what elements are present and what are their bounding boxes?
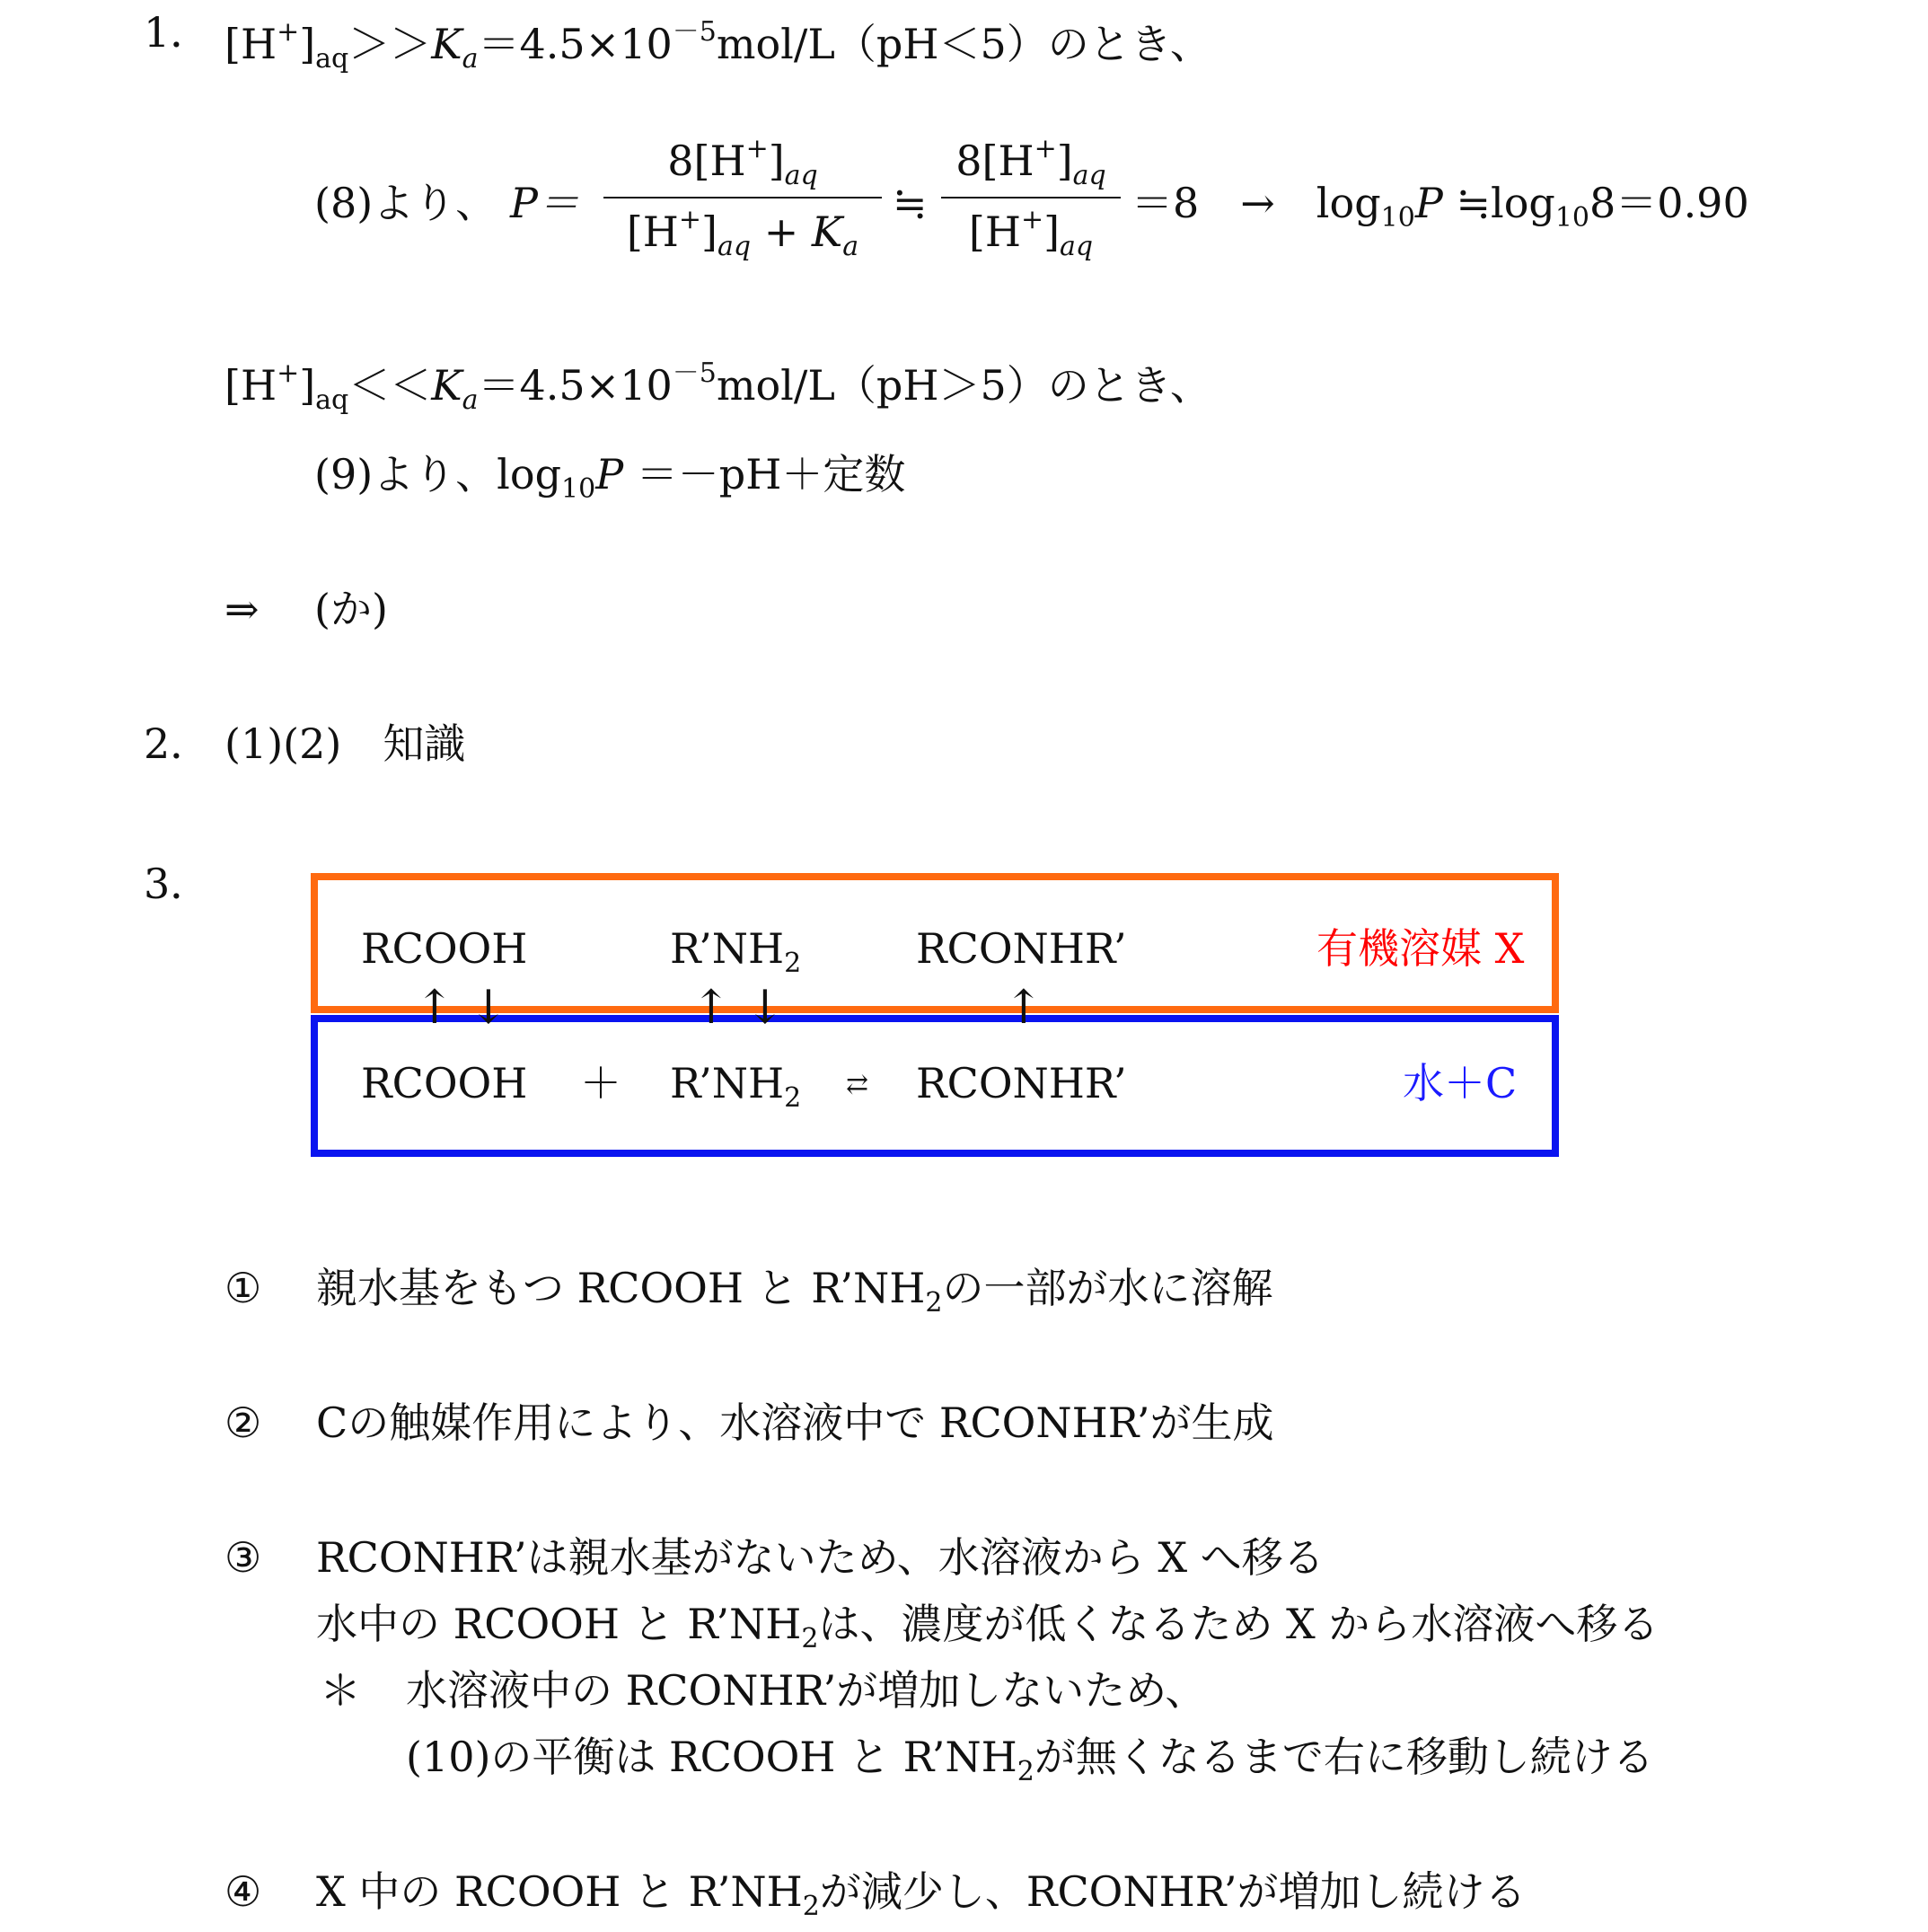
up-arrow-icon: ↑ bbox=[691, 981, 731, 1035]
organic-solvent-label: 有機溶媒 X bbox=[1316, 924, 1525, 973]
fraction-1: $8[H^+]_{aq}$ $[H^+]_{aq} + K_a$ bbox=[603, 133, 882, 262]
step-4-marker: ④ bbox=[224, 1867, 262, 1916]
water-rnh2: $R’NH_2$ bbox=[670, 1059, 802, 1114]
down-arrow-icon: ↓ bbox=[469, 981, 508, 1035]
section2-number: 2． bbox=[144, 719, 212, 768]
step-2-text: Cの触媒作用により、水溶液中で RCONHR’が生成 bbox=[316, 1398, 1274, 1447]
from-eq8-label: (8)より、 bbox=[314, 179, 497, 227]
condition-low-ph: $[H^+]_{aq}<<K_a=4.5\times 10^{-5}mol/L(pH>5)$のとき、 bbox=[224, 357, 1211, 416]
answer-label: (か) bbox=[314, 585, 388, 633]
step-4-text: X 中の RCOOH と $R’NH_2$が減少し、RCONHR’が増加し続ける bbox=[316, 1867, 1527, 1922]
step-3-note-2: (10)の平衡は RCOOH と $R’NH_2$が無くなるまで右に移動し続ける bbox=[406, 1733, 1654, 1787]
p-equals: P＝ bbox=[510, 179, 579, 227]
up-arrow-icon: ↑ bbox=[1004, 981, 1043, 1035]
eq9-line: (9)より、$\log_{10}P =-pH+$定数 bbox=[314, 450, 906, 505]
step-3-marker: ③ bbox=[224, 1533, 262, 1582]
organic-rnh2: $R’NH_2$ bbox=[670, 924, 802, 979]
step-3-line-2: 水中の RCOOH と $R’NH_2$は、濃度が低くなるため X から水溶液へ移る bbox=[316, 1600, 1659, 1654]
log-result: ＝8 → $\log_{10}P$ $≒\log_{10}8=0.90$ bbox=[1131, 179, 1749, 234]
step-1-text: 親水基をもつ RCOOH と $R’NH_2$の一部が水に溶解 bbox=[316, 1264, 1273, 1319]
section3-number: 3． bbox=[144, 860, 212, 908]
section1-number: 1． bbox=[144, 8, 212, 57]
step-3-note-1: 水溶液中の RCONHR’が増加しないため、 bbox=[406, 1666, 1207, 1715]
up-arrow-icon: ↑ bbox=[415, 981, 454, 1035]
step-2-marker: ② bbox=[224, 1398, 262, 1447]
organic-rconhr: RCONHR’ bbox=[916, 924, 1127, 973]
organic-rcooh: RCOOH bbox=[361, 924, 528, 973]
water-catalyst-label: 水＋C bbox=[1403, 1059, 1518, 1107]
step-1-marker: ① bbox=[224, 1264, 262, 1312]
water-plus: ＋ bbox=[580, 1059, 621, 1107]
water-rconhr: RCONHR’ bbox=[916, 1059, 1127, 1107]
approx-sign: ≒ bbox=[893, 179, 928, 227]
down-arrow-icon: ↓ bbox=[745, 981, 785, 1035]
note-asterisk: ＊ bbox=[320, 1666, 361, 1715]
equilibrium-arrow-icon: ⇄ bbox=[846, 1069, 869, 1100]
water-rcooh: RCOOH bbox=[361, 1059, 528, 1107]
section2-text: (1)(2) 知識 bbox=[224, 719, 466, 768]
implies-arrow: ⇒ bbox=[224, 585, 260, 633]
step-3-line-1: RCONHR’は親水基がないため、水溶液から X へ移る bbox=[316, 1533, 1325, 1582]
fraction-2: $8[H^+]_{aq}$ $[H^+]_{aq}$ bbox=[941, 133, 1121, 262]
condition-high-ph: $[H^+]_{aq}>>K_a=4.5\times 10^{-5}mol/L(pH<5)$のとき、 bbox=[224, 16, 1211, 75]
